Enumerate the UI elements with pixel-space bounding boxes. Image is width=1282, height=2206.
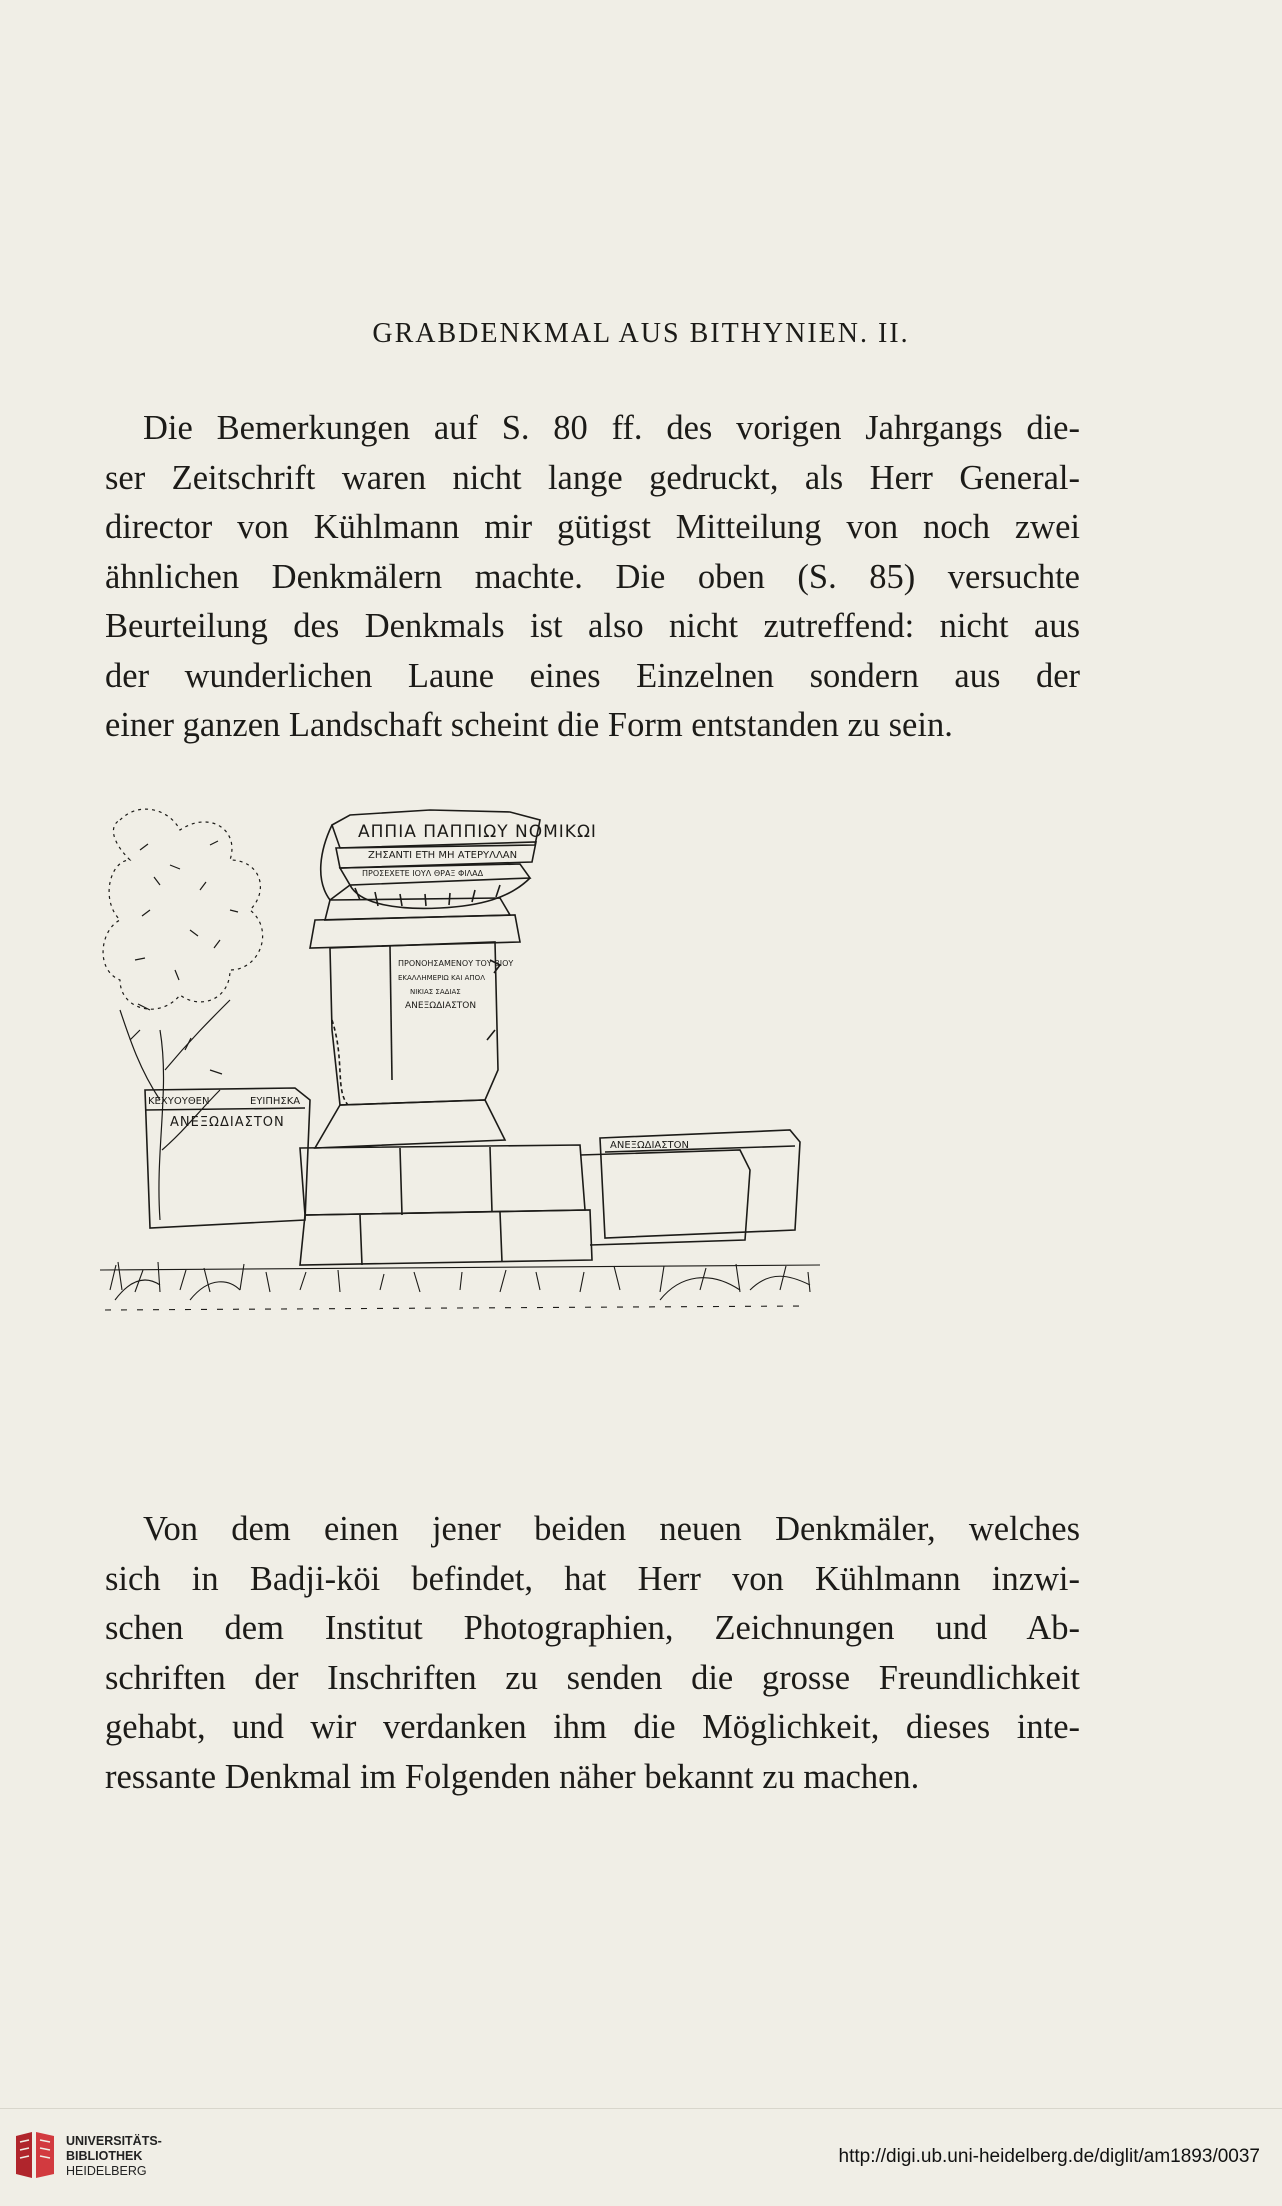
page-heading: GRABDENKMAL AUS BITHYNIEN. II. (372, 318, 910, 349)
paragraph-line: sich in Badji-köi befindet, hat Herr von Kühlmann inzwi- (105, 1559, 1080, 1598)
paragraph-line: schriften der Inschriften zu senden die grosse Freundlichkeit (105, 1658, 1080, 1697)
paragraph-line: Die Bemerkungen auf S. 80 ff. des vorigen Jahrgangs die- (143, 409, 1080, 447)
pedestal-inscription: ΑΝΕΞΩΔΙΑΣΤΟΝ (405, 1001, 477, 1011)
ground-grass-drawing (100, 1262, 820, 1310)
library-logo[interactable] (12, 2124, 182, 2194)
paragraph-line: schen dem Institut Photographien, Zeichnungen und Ab- (105, 1609, 1080, 1647)
top-block-inscription: ΖΗΣΑΝΤΙ ΕΤΗ ΜΗ ΑΤΕΡΥΛΛΑΝ (368, 850, 518, 861)
paragraph-line: gehabt, und wir verdanken ihm die Möglichkeit, dieses inte- (105, 1708, 1080, 1746)
left-slab-inscription: ΕΥΙΠΗΣΚΑ (250, 1096, 301, 1107)
pedestal-inscription: ΕΚΑΛΛΗΜΕΡΙΩ ΚΑΙ ΑΠΟΛ (398, 974, 485, 982)
paragraph-2 (105, 1505, 1080, 1802)
paragraph-line: ser Zeitschrift waren nicht lange gedruckt, als Herr General- (105, 458, 1080, 497)
source-url-link[interactable]: http://digi.ub.uni-heidelberg.de/diglit/am1893/0037 (838, 2146, 1260, 2167)
logo-text-line: UNIVERSITÄTS- (66, 2134, 162, 2148)
footer-divider (0, 2108, 1282, 2109)
logo-text-line: BIBLIOTHEK (66, 2149, 143, 2163)
left-slab-inscription: ΚΕΧΥΟΥΘΕΝ (148, 1096, 210, 1107)
pedestal-inscription: ΠΡΟΝΟΗΣΑΜΕΝΟΥ ΤΟΥ ΒΙΟΥ (398, 959, 514, 968)
top-block-inscription: ΠΡΟΣΕΧΕΤΕ ΙΟΥΛ ΘΡΑΞ ΦΙΛΑΔ (362, 869, 484, 878)
left-slab-inscription: ΑΝΕΞΩΔΙΑΣΤΟΝ (170, 1115, 285, 1130)
paragraph-line: einer ganzen Landschaft scheint die Form entstanden zu sein. (105, 706, 953, 744)
base-stones-drawing (300, 1145, 750, 1265)
paragraph-line: director von Kühlmann mir gütigst Mitteilung von noch zwei (105, 508, 1080, 546)
paragraph-line: Beurteilung des Denkmals ist also nicht zutreffend: nicht aus (105, 607, 1080, 645)
pedestal-drawing (310, 898, 520, 1148)
paragraph-line: Von dem einen jener beiden neuen Denkmäler, welches (143, 1510, 1080, 1548)
paragraph-line: ressante Denkmal im Folgenden näher bekannt zu machen. (105, 1757, 920, 1796)
pedestal-inscription: ΝΙΚΙΑΣ ΣΑΔΙΑΣ (410, 988, 461, 996)
logo-text-line: HEIDELBERG (66, 2164, 147, 2178)
tree-drawing (103, 809, 263, 1220)
right-slab-inscription: ΑΝΕΞΩΔΙΑΣΤΟΝ (610, 1140, 690, 1151)
paragraph-line: der wunderlichen Laune eines Einzelnen sondern aus der (105, 656, 1080, 695)
left-slab-drawing (145, 1088, 310, 1228)
top-block-inscription: ΑΠΠΙΑ ΠΑΠΠΙΩΥ ΝΟΜΙΚΩΙ (358, 822, 597, 842)
monument-illustration (100, 770, 1060, 1490)
library-logo-icon (12, 2130, 58, 2182)
paragraph-line: ähnlichen Denkmälern machte. Die oben (S. 85) versuchte (105, 557, 1080, 596)
paragraph-1 (105, 404, 1080, 751)
